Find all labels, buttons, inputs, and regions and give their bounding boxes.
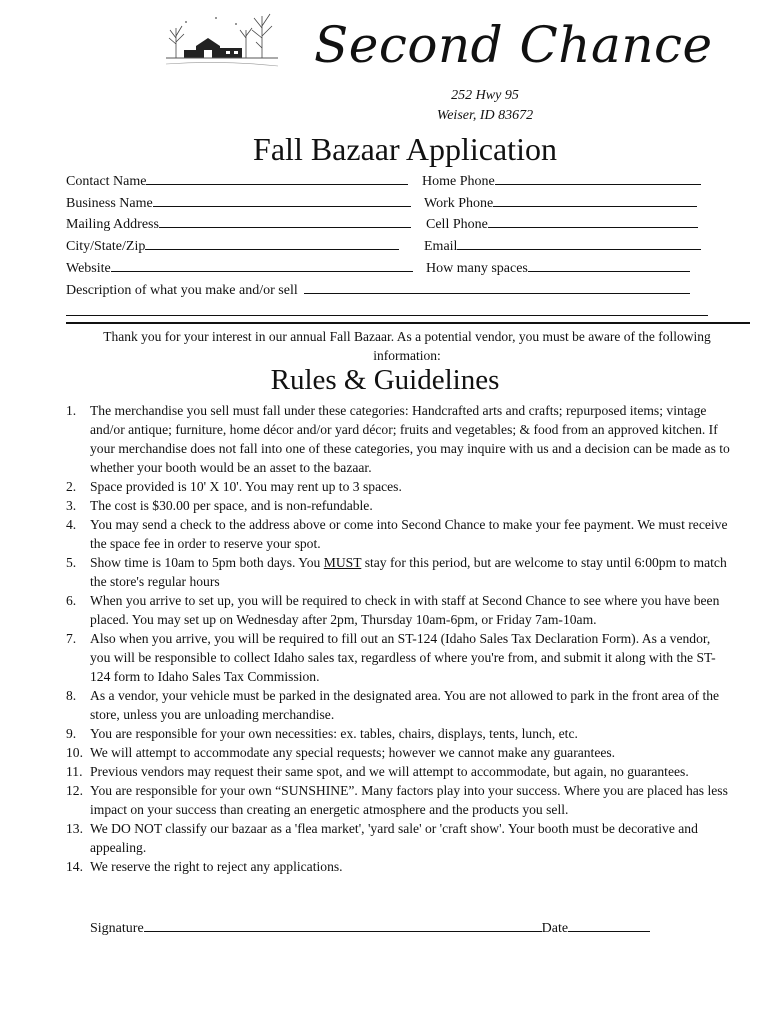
description-line[interactable] [304,280,690,294]
spaces-line[interactable] [528,258,690,272]
website-label: Website [66,261,111,276]
website-field[interactable] [66,258,413,278]
contact-name-line[interactable] [146,171,408,185]
rule-item: 6. When you arrive to set up, you will be required to check in with staff at Second Chance to see where you have been placed. You may set up on Wednesday after 2pm, Thursday 10am-6pm, or Friday 7am-10am. [66,593,720,627]
mailing-address-field[interactable] [66,214,411,234]
mailing-address-line[interactable] [159,214,411,228]
rule-item: 12. You are responsible for your own “SUNSHINE”. Many factors play into your success. Where you are placed has less impact on your success than creating an energetic atmosphere and the products you sell. [66,783,728,817]
section-divider [66,322,750,324]
description-label: Description of what you make and/or sell [66,283,298,298]
rule-item: 8. As a vendor, your vehicle must be parked in the designated area. You are not allowed to park in the front area of the store, unless you are unloading merchandise. [66,688,720,722]
date-label: Date [541,921,569,936]
spaces-label: How many spaces [426,261,528,276]
rule-item: 2. Space provided is 10' X 10'. You may rent up to 3 spaces. [66,479,402,494]
rule-item: 1. The merchandise you sell must fall under these categories: Handcrafted arts and crafts; repurposed items; vintage and/or antique; furniture, home décor and/or yard décor; fruits and vegetables; & food from an approved kitchen. If your merchandise does not fall into one of these categories, you may inquire with us and a decision can be made as to whether your booth would be an asset to the bazaar. [66,403,730,475]
home-phone-line[interactable] [495,171,701,185]
work-phone-line[interactable] [493,193,697,207]
mailing-address-label: Mailing Address [66,217,159,232]
business-name-line[interactable] [153,193,411,207]
rule-item: 5. Show time is 10am to 5pm both days. You MUST stay for this period, but are welcome to stay until 6:00pm to match the store's regular hours [66,555,727,589]
home-phone-label: Home Phone [422,174,495,189]
website-line[interactable] [111,258,413,272]
spaces-field[interactable] [426,258,690,278]
city-state-zip-field[interactable] [66,236,399,256]
rule-item: 14. We reserve the right to reject any applications. [66,859,343,874]
email-field[interactable] [424,236,701,256]
rule-item: 3. The cost is $30.00 per space, and is non-refundable. [66,498,373,513]
farm-barn-trees-icon [166,8,278,74]
cell-phone-line[interactable] [488,214,698,228]
contact-name-field[interactable] [66,171,408,191]
business-name-field[interactable] [66,193,411,213]
cell-phone-field[interactable] [426,214,698,234]
contact-name-label: Contact Name [66,174,147,189]
address-line-2: Weiser, ID 83672 [436,108,534,123]
home-phone-field[interactable] [422,171,701,191]
rule-item: 4. You may send a check to the address above or come into Second Chance to make your fee payment. We must receive the space fee in order to reserve your spot. [66,517,728,551]
business-name-label: Business Name [66,196,153,211]
description-field[interactable] [66,280,690,300]
thanks-text: Thank you for your interest in our annual Fall Bazaar. As a potential vendor, you must be aware of the following information: [103,329,711,363]
email-label: Email [424,239,458,254]
rule-item: 13. We DO NOT classify our bazaar as a 'flea market', 'yard sale' or 'craft show'. Your booth must be decorative and appealing. [66,821,698,855]
city-state-zip-line[interactable] [145,236,399,250]
work-phone-field[interactable] [424,193,697,213]
description-line-2[interactable] [66,315,708,316]
work-phone-label: Work Phone [424,196,494,211]
email-line[interactable] [457,236,701,250]
signature-row[interactable] [90,918,650,937]
rule-item: 11. Previous vendors may request their same spot, and we will attempt to accommodate, but again, no guarantees. [66,764,689,779]
rules-title: Rules & Guidelines [270,364,500,396]
rules-list [66,401,730,876]
brand-name: Second Chance [314,16,713,74]
address-line-1: 252 Hwy 95 [451,88,519,103]
form-title: Fall Bazaar Application [253,131,557,167]
signature-label: Signature [90,921,144,936]
city-state-zip-label: City/State/Zip [66,239,146,254]
rule-item: 7. Also when you arrive, you will be required to fill out an ST-124 (Idaho Sales Tax Declaration Form). As a vendor, you will be responsible to collect Idaho sales tax, regardless of where you're from, and submit it along with the ST-124 form to Idaho Sales Tax Commission. [66,631,716,684]
date-line[interactable] [568,918,650,932]
rule-item: 10. We will attempt to accommodate any special requests; however we cannot make any guarantees. [66,745,616,760]
must-emphasis: MUST [323,555,362,570]
cell-phone-label: Cell Phone [426,217,488,232]
rule-item: 9. You are responsible for your own necessities: ex. tables, chairs, displays, tents, lunch, etc. [66,726,578,741]
signature-line[interactable] [144,918,542,932]
